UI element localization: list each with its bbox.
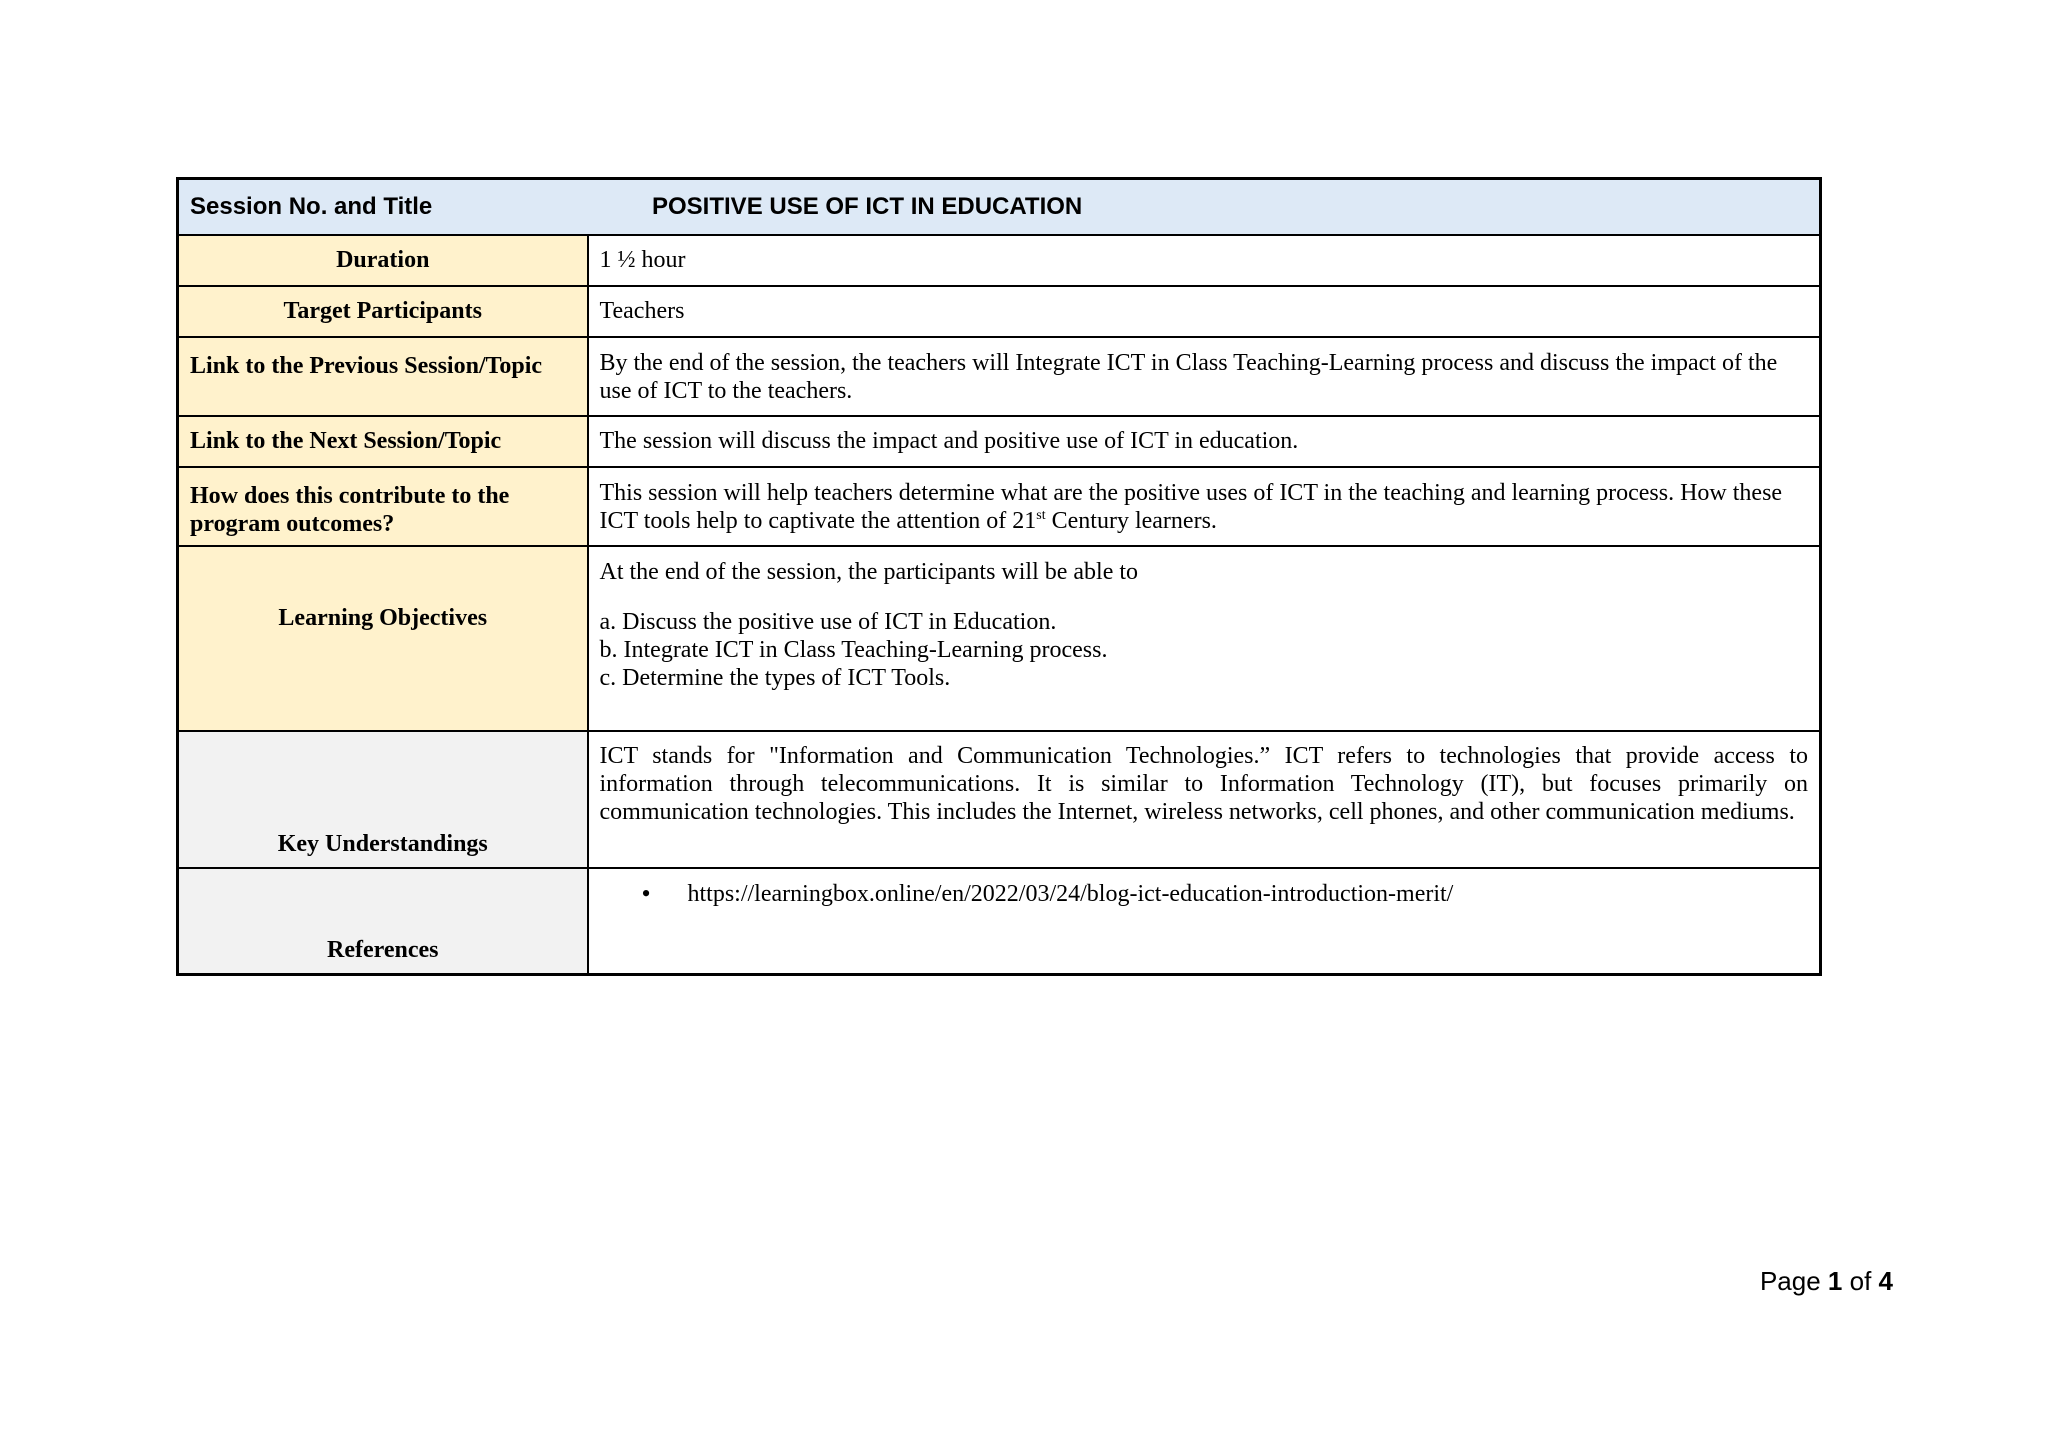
target-participants-row [178,286,1821,337]
next-session-row [178,416,1821,467]
key-understandings-value: ICT stands for "Information and Communication Technologies.” ICT refers to technologies that provide access to information through telecommunications. It is similar to Information Technology (IT), but focuses primarily on communication technologies. This includes the Internet, wireless networks, cell phones, and other communication mediums. [588,731,1821,868]
page-current: 1 [1827,1266,1843,1296]
contribution-row [178,467,1821,546]
key-understandings-label: Key Understandings [178,731,588,868]
references-list [600,880,1809,908]
objectives-intro: At the end of the session, the participants will be able to [599,558,1139,585]
session-plan-table [176,177,1822,976]
session-title-cell [178,179,1821,235]
duration-label: Duration [178,235,588,286]
page-of-word: of [1849,1266,1872,1296]
next-session-value: The session will discuss the impact and positive use of ICT in education. [588,416,1821,467]
session-title-label: Session No. and Title [190,192,433,220]
duration-row [178,235,1821,286]
objective-item-c: c. Determine the types of ICT Tools. [599,664,951,691]
references-value [588,868,1821,975]
contribution-label: How does this contribute to the program outcomes? [178,467,588,546]
target-participants-label: Target Participants [178,286,588,337]
page-word: Page [1759,1266,1821,1296]
target-participants-value: Teachers [588,286,1821,337]
session-title-row [178,179,1821,235]
contribution-superscript: st [1036,507,1046,523]
next-session-label: Link to the Next Session/Topic [178,416,588,467]
previous-session-value: By the end of the session, the teachers will Integrate ICT in Class Teaching-Learning process and discuss the impact of the use of ICT to the teachers. [588,337,1821,416]
session-title: POSITIVE USE OF ICT IN EDUCATION [652,192,1083,220]
reference-link[interactable]: • https://learningbox.online/en/2022/03/24/blog-ict-education-introduction-merit/ [688,880,1809,908]
learning-objectives-row [178,546,1821,731]
contribution-text: This session will help teachers determine what are the positive uses of ICT in the teaching and learning process. How these ICT tools help to captivate the attention of 21 [599,479,1783,534]
objective-item-a: a. Discuss the positive use of ICT in Education. [599,608,1057,635]
learning-objectives-label: Learning Objectives [178,546,588,731]
page-number [1760,1266,1893,1297]
previous-session-row [178,337,1821,416]
contribution-text-end: Century learners. [1045,507,1217,534]
page-total: 4 [1878,1266,1893,1296]
previous-session-label: Link to the Previous Session/Topic [178,337,588,416]
references-row [178,868,1821,975]
contribution-value [588,467,1821,546]
learning-objectives-value [588,546,1821,731]
key-understandings-row [178,731,1821,868]
references-label: References [178,868,588,975]
objective-item-b: b. Integrate ICT in Class Teaching-Learning process. [599,636,1108,663]
duration-value: 1 ½ hour [588,235,1821,286]
